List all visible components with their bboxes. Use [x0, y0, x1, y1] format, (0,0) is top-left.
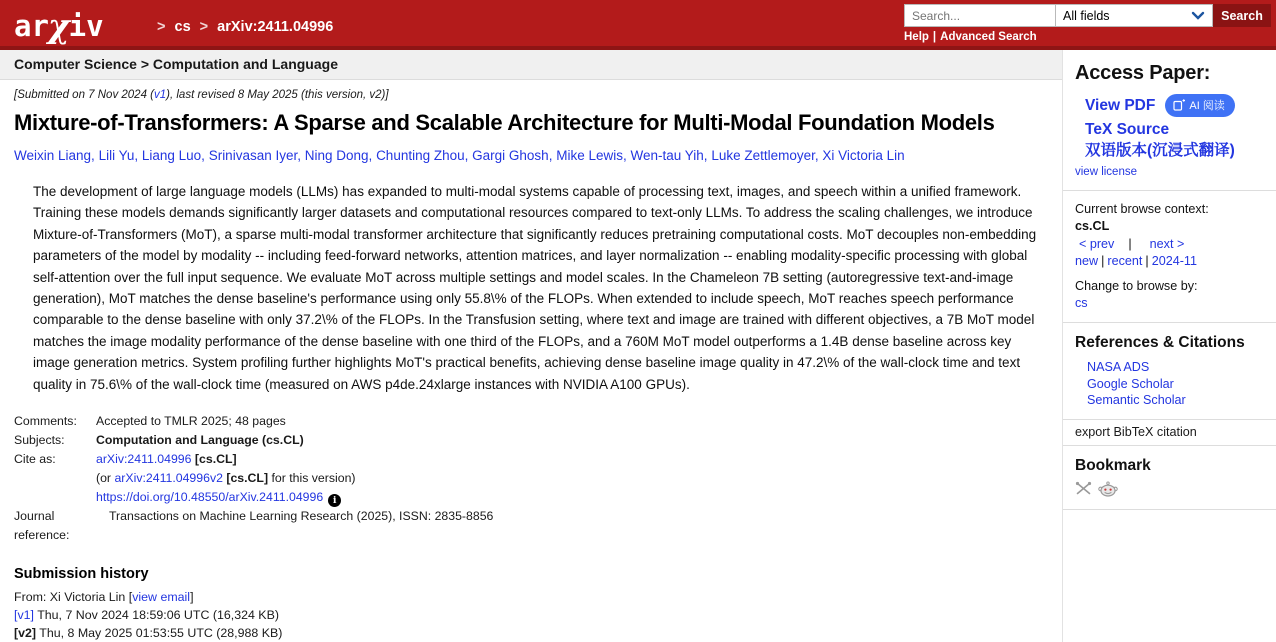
browse-pipe: |: [1145, 254, 1149, 268]
journal-ref-label: Journal reference:: [14, 509, 70, 543]
comments-row: [14, 412, 1050, 431]
doi-link[interactable]: https://doi.org/10.48550/arXiv.2411.04996: [96, 490, 324, 505]
journal-ref-value: Transactions on Machine Learning Research (2025), ISSN: 2835-8856: [109, 509, 494, 524]
version-label-spacer: [14, 469, 96, 488]
breadcrumb-separator: >: [157, 19, 166, 35]
browse-context-value: cs.CL: [1075, 219, 1110, 233]
cs-browse-link[interactable]: cs: [1075, 296, 1088, 310]
breadcrumb-separator: >: [199, 19, 209, 35]
search-input[interactable]: [904, 4, 1056, 27]
submission-history-heading: Submission history: [14, 566, 149, 583]
browse-context-label: Current browse context:: [1075, 202, 1209, 216]
dateline: [14, 89, 1050, 101]
author-link[interactable]: Weixin Liang ,: [14, 148, 99, 163]
version-suffix: for this version): [268, 471, 356, 486]
ai-read-label: AI 阅读: [1189, 100, 1225, 112]
bookmark-heading: Bookmark: [1075, 456, 1151, 474]
prev-next-separator: |: [1128, 237, 1132, 251]
from-suffix: ]: [190, 590, 194, 605]
subjects-label: Subjects:: [14, 433, 65, 448]
reddit-icon[interactable]: [1098, 481, 1118, 497]
search-area: [904, 4, 1276, 43]
google-scholar-link[interactable]: Google Scholar: [1087, 376, 1174, 391]
recent-link[interactable]: recent: [1107, 254, 1143, 268]
author-link[interactable]: Gargi Ghosh ,: [472, 148, 556, 163]
v2-line: [14, 624, 1050, 642]
cite-category-tag: [cs.CL]: [194, 452, 237, 467]
help-pipe: |: [932, 31, 937, 43]
browse-context-section: [1063, 191, 1276, 323]
version-arxiv-link[interactable]: arXiv:2411.04996v2: [114, 471, 223, 486]
version-prefix: (or: [96, 471, 115, 486]
ai-read-button[interactable]: [1165, 94, 1234, 117]
dateline-suffix: ), last revised 8 May 2025 (this version, v2)]: [166, 89, 389, 101]
author-link[interactable]: Ning Dong ,: [305, 148, 376, 163]
view-license-link[interactable]: view license: [1075, 166, 1137, 178]
comments-value: Accepted to TMLR 2025; 48 pages: [96, 414, 286, 429]
author-link[interactable]: Mike Lewis ,: [556, 148, 630, 163]
subjects-value: Computation and Language (cs.CL): [96, 433, 304, 448]
view-email-link[interactable]: view email: [132, 590, 191, 605]
export-bibtex-link[interactable]: export BibTeX citation: [1075, 424, 1197, 439]
search-field-select[interactable]: [1056, 4, 1213, 27]
logo-chi-icon: χ: [47, 6, 70, 45]
change-browse-label: Change to browse by:: [1075, 279, 1198, 293]
access-paper-heading: Access Paper:: [1075, 62, 1211, 84]
author-link[interactable]: Srinivasan Iyer ,: [209, 148, 305, 163]
cite-as-row: [14, 450, 1050, 469]
logo-iv: iv: [68, 9, 104, 43]
page-title: Mixture-of-Transformers: A Sparse and Scalable Architecture for Multi-Modal Foundation Models: [14, 110, 995, 135]
author-link[interactable]: Luke Zettlemoyer ,: [711, 148, 822, 163]
archive-link[interactable]: 2024-11: [1151, 254, 1197, 268]
sidebar: [1062, 50, 1276, 642]
from-prefix: From: Xi Victoria Lin [: [14, 590, 133, 605]
ai-read-icon: [1173, 99, 1185, 111]
breadcrumb-paper-id-link[interactable]: arXiv:2411.04996: [217, 19, 334, 35]
browse-pipe: |: [1101, 254, 1105, 268]
authors-line: [14, 147, 1050, 164]
bilingual-version-link[interactable]: 双语版本(沉浸式翻译): [1085, 142, 1235, 159]
v1-text: Thu, 7 Nov 2024 18:59:06 UTC (16,324 KB): [33, 608, 279, 623]
version-category-tag: [cs.CL]: [226, 471, 269, 486]
v1-link[interactable]: [v1]: [14, 608, 34, 623]
bookmark-section: [1063, 446, 1276, 510]
arxiv-logo[interactable]: [14, 5, 104, 44]
from-line: [14, 588, 1050, 606]
logo-ar: ar: [14, 9, 49, 43]
subject-bar: Computer Science > Computation and Language: [0, 50, 1062, 80]
v1-dateline-link[interactable]: v1: [154, 89, 167, 101]
version-row: [14, 469, 1050, 488]
cite-arxiv-link[interactable]: arXiv:2411.04996: [96, 452, 192, 467]
main-column: [0, 50, 1062, 642]
breadcrumb-cs-link[interactable]: cs: [174, 19, 191, 35]
v1-line: [14, 606, 1050, 624]
cite-as-label: Cite as:: [14, 452, 56, 467]
breadcrumb: [152, 19, 333, 35]
subjects-row: [14, 431, 1050, 450]
v2-text: Thu, 8 May 2025 01:53:55 UTC (28,988 KB): [36, 626, 283, 641]
dateline-prefix: [Submitted on 7 Nov 2024 (: [14, 89, 154, 101]
author-link[interactable]: Lili Yu ,: [99, 148, 142, 163]
advanced-search-link[interactable]: Advanced Search: [940, 31, 1037, 43]
prev-link[interactable]: < prev: [1079, 237, 1115, 251]
export-bibtex-section: [1063, 420, 1276, 446]
author-link[interactable]: Liang Luo ,: [142, 148, 209, 163]
access-paper-section: [1063, 50, 1276, 191]
doi-label-spacer: [14, 488, 96, 507]
info-icon[interactable]: i: [328, 494, 341, 507]
tex-source-link[interactable]: TeX Source: [1085, 121, 1170, 138]
metadata-table: [14, 412, 1050, 545]
references-citations-section: [1063, 323, 1276, 420]
semantic-scholar-link[interactable]: Semantic Scholar: [1087, 393, 1186, 407]
search-button[interactable]: Search: [1213, 4, 1271, 27]
bibsonomy-icon[interactable]: [1075, 481, 1092, 496]
prev-next-row: [1075, 236, 1264, 253]
v2-label: [v2]: [14, 626, 37, 641]
next-link[interactable]: next >: [1149, 237, 1185, 251]
comments-label: Comments:: [14, 414, 77, 429]
chevron-down-icon: [1191, 11, 1205, 20]
author-link[interactable]: Wen-tau Yih ,: [631, 148, 712, 163]
help-link[interactable]: Help: [904, 31, 929, 43]
new-link[interactable]: new: [1075, 254, 1099, 268]
journal-ref-row: [14, 507, 1050, 545]
nasa-ads-link[interactable]: NASA ADS: [1087, 360, 1150, 374]
references-citations-heading: References & Citations: [1075, 334, 1245, 351]
submission-history: [14, 566, 1050, 642]
site-header: [0, 0, 1276, 50]
view-pdf-link[interactable]: View PDF: [1085, 97, 1156, 114]
search-field-selected: All fields: [1063, 8, 1110, 23]
doi-row: [14, 488, 1050, 507]
browse-links-row: [1075, 253, 1264, 270]
help-row: [904, 31, 1276, 43]
author-link[interactable]: Xi Victoria Lin: [822, 148, 905, 163]
author-link[interactable]: Chunting Zhou ,: [376, 148, 472, 163]
abstract-text: The development of large language models (LLMs) has expanded to multi-modal systems capable of processing text, images, and speech within a unified framework. Training these models demands significantly larger datasets and computational resources compared to text-only LLMs. To address the scaling challenges, we introduce Mixture-of-Transformers (MoT), a sparse multi-modal transformer architecture that significantly reduces pretraining computational costs. MoT decouples non-embedding parameters of the model by modality -- including feed-forward networks, attention matrices, and layer normalization -- enabling modality-specific processing with global self-attention over the full input sequence. We evaluate MoT across multiple settings and model scales. In the Chameleon 7B setting (autoregressive text-and-image generation), MoT matches the dense baseline's performance using only 55.8\% of the FLOPs. When extended to include speech, MoT reaches speech performance comparable to the dense baseline with only 37.2\% of the FLOPs. In the Transfusion setting, where text and image are trained with different objectives, a 7B MoT model matches the image modality performance of the dense baseline with one third of the FLOPs, and a 760M MoT model outperforms a 1.4B dense baseline across key image generation metrics. System profiling further highlights MoT's practical benefits, achieving dense baseline image quality in 47.2\% of the wall-clock time and text quality in 75.6\% of the wall-clock time (measured on AWS p4de.24xlarge instances with NVIDIA A100 GPUs).: [33, 184, 1037, 392]
